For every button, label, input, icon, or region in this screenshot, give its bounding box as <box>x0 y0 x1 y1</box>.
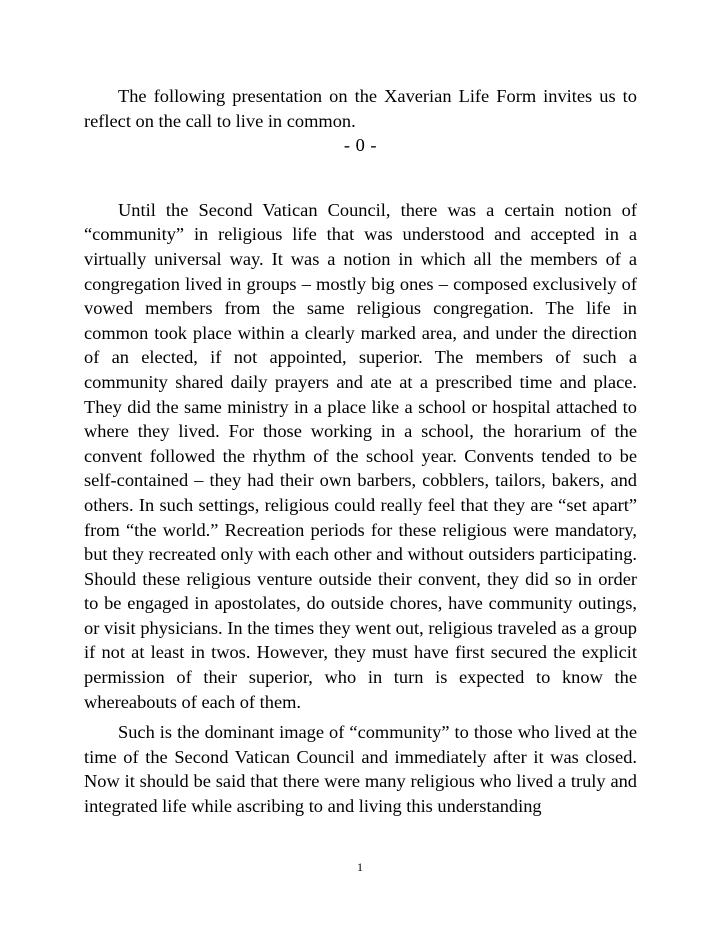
section-spacer <box>84 158 637 198</box>
body-paragraph-2: Such is the dominant image of “community” to those who lived at the time of the Second Vatican Council and immediately after it was closed. Now it should be said that there were many religious who lived a truly and integrated life while ascribing to and living this understanding <box>84 722 637 817</box>
section-divider: - 0 - <box>343 135 378 156</box>
intro-paragraph: The following presentation on the Xaverian Life Form invites us to reflect on the call to live in common. <box>84 86 637 131</box>
page-number: 1 <box>357 860 363 874</box>
body-paragraph-1: Until the Second Vatican Council, there was a certain notion of “community” in religious life that was understood and accepted in a virtually universal way. It was a notion in which all the members of a congregation lived in groups – mostly big ones – composed exclusively of vowed members from the same religious congregation. The life in common took place within a clearly marked area, and under the direction of an elected, if not appointed, superior. The members of such a community shared daily prayers and ate at a prescribed time and place. They did the same ministry in a place like a school or hospital attached to where they lived. For those working in a school, the horarium of the convent followed the rhythm of the school year. Convents tended to be self-contained – they had their own barbers, cobblers, tailors, bakers, and others. In such settings, religious could really feel that they are “set apart” from “the world.” Recreation periods for these religious were mandatory, but they recreated only with each other and without outsiders participating. Should these religious venture outside their convent, they did so in order to be engaged in apostolates, do outside chores, have community outings, or visit physicians. In the times they went out, religious traveled as a group if not at least in twos. However, they must have first secured the explicit permission of their superior, who in turn is expected to know the whereabouts of each of them. <box>84 199 637 712</box>
document-page <box>84 84 637 819</box>
